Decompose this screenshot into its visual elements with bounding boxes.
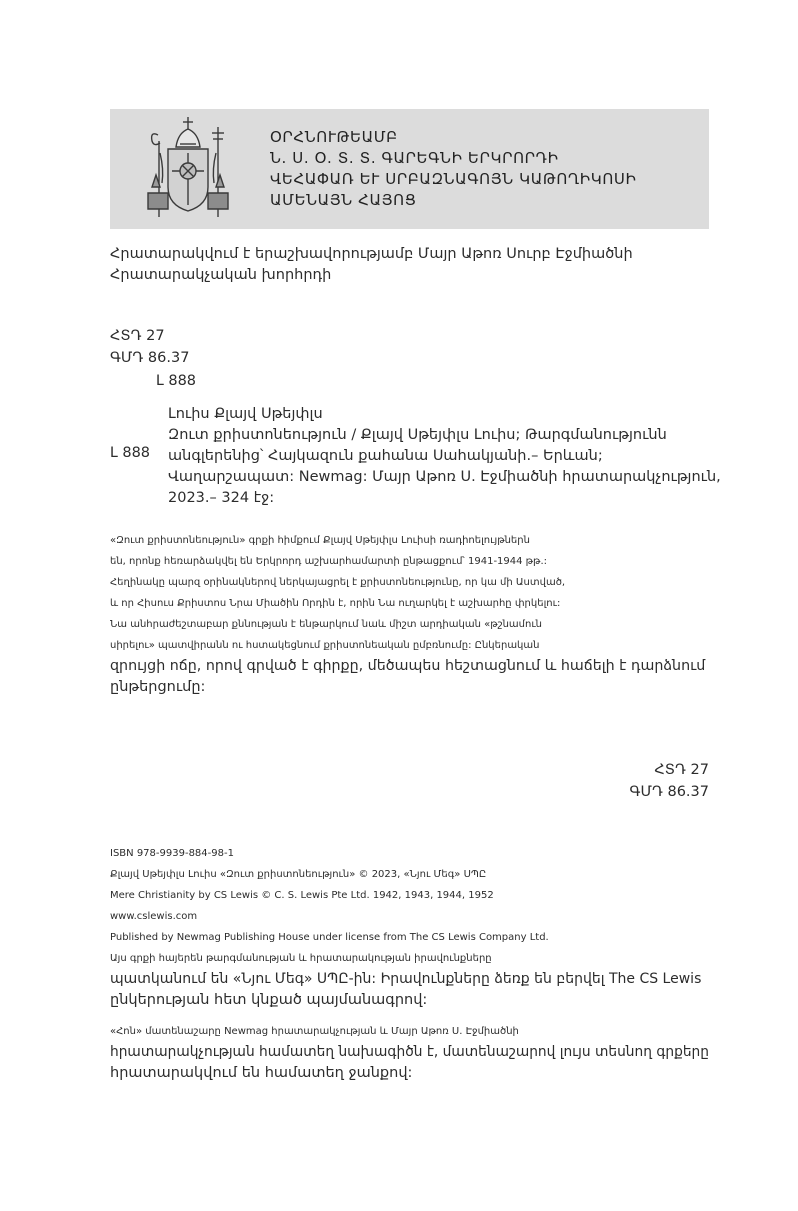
publisher-recommendation	[110, 244, 633, 286]
right-classification-gmd: ԳՄԴ 86.37	[629, 784, 709, 800]
website-text: www.cslewis.com	[110, 911, 198, 922]
right-classification-hth: ՀՏԴ 27	[654, 762, 709, 778]
text-line: Նա անհրաժեշտաբար քննության է ենթարկում նաև միշտ արդիական «թշնամուն	[110, 619, 543, 630]
text-line: 2023.– 324 էջ:	[168, 490, 275, 506]
text-line: ընկերության հետ կնքած պայմանագրով:	[110, 992, 428, 1008]
text-line: պատկանում են «Նյու Մեգ» ՍՊԸ-ին: Իրավունքները ձեռք են բերվել The CS Lewis	[110, 971, 702, 987]
text-line: են, որոնք հեռարձակվել են Երկրորդ աշխարհամարտի ընթացքում՝ 1941-1944 թթ.:	[110, 556, 547, 567]
text-line: զրույցի ոճը, որով գրված է գիրքը, մեծապես հեշտացնում և հաճելի է դարձնում	[110, 658, 706, 674]
text-line: «Հոն» մատենաշարը Newmag հրատարակչության և Մայր Աթոռ Ս. Էջմիածնի	[110, 1026, 519, 1037]
text-line: ընթերցումը:	[110, 679, 206, 695]
text-line: Հրատարակչական խորհրդի	[110, 267, 332, 283]
classification-gmd: ԳՄԴ 86.37	[110, 350, 190, 366]
text-line: Զուտ քրիստոնեություն / Քլայվ Սթեյփլս Լուիս; Թարգմանությունն	[168, 427, 667, 443]
blessing-line: ՎԵՀԱՓԱՌ ԵՒ ՍՐԲԱԶՆԱԳՈՅՆ ԿԱԹՈՂԻԿՈՍԻ	[270, 170, 637, 188]
classification-hth: ՀՏԴ 27	[110, 328, 165, 344]
text-line: անգլերենից՝ Հայկազուն քահանա Սահակյանի.– Երևան;	[168, 448, 603, 464]
series-note	[110, 1021, 709, 1084]
book-abstract	[110, 530, 705, 698]
blessing-line: ԱՄԵՆԱՅՆ ՀԱՅՈՑ	[270, 191, 417, 209]
isbn: ISBN 978-9939-884-98-1	[110, 848, 234, 859]
text-line: հրատարակչության համատեղ նախագիծն է, մատենաշարով լույս տեսնող գրքերը	[110, 1044, 709, 1060]
text-line: Published by Newmag Publishing House under license from The CS Lewis Company Ltd.	[110, 932, 549, 943]
text-line: Հրատարակվում է երաշխավորությամբ Մայր Աթոռ Սուրբ Էջմիածնի	[110, 246, 633, 262]
text-line: հրատարակվում են համատեղ ջանքով:	[110, 1065, 413, 1081]
text-line: Վաղարշապատ: Newmag: Մայր Աթոռ Ս. Էջմիածնի հրատարակչություն,	[168, 469, 721, 485]
text-line: Քլայվ Սթեյփլս Լուիս «Զուտ քրիստոնեություն» © 2023, «Նյու Մեգ» ՍՊԸ	[110, 869, 487, 880]
blessing-banner	[110, 109, 709, 229]
text-line: «Զուտ քրիստոնեություն» գրքի հիմքում Քլայվ Սթեյփլս Լուիսի ռադիոելույթներն	[110, 535, 530, 546]
text-line: Mere Christianity by CS Lewis © C. S. Lewis Pte Ltd. 1942, 1943, 1944, 1952	[110, 890, 494, 901]
text-line: Այս գրքի հայերեն թարգմանության և հրատարակության իրավունքները	[110, 953, 492, 964]
text-line: Լուիս Քլայվ Սթեյփլս	[168, 406, 323, 422]
copyright-block	[110, 843, 701, 1011]
blessing-line: ՕՐՀՆՈՒԹԵԱՄԲ	[270, 128, 398, 146]
catholicos-coat-of-arms-icon	[138, 113, 238, 225]
text-line: և որ Հիսուս Քրիստոս Նրա Միածին Որդին է, որին Նա ուղարկել է աշխարհը փրկելու:	[110, 598, 561, 609]
blessing-text	[270, 127, 636, 211]
catalog-record	[168, 404, 721, 509]
classification-code: Լ 888	[156, 373, 197, 389]
text-line: սիրելու» պատվիրանն ու հստակեցնում քրիստոնեական ըմբռնումը: Ընկերական	[110, 640, 540, 651]
catalog-side-code: Լ 888	[110, 445, 151, 461]
blessing-line: Ն. Ս. Օ. Տ. Տ. ԳԱՐԵԳՆԻ ԵՐԿՐՈՐԴԻ	[270, 149, 559, 167]
text-line: Հեղինակը պարզ օրինակներով ներկայացրել է քրիստոնեությունը, որ կա մի Աստված,	[110, 577, 566, 588]
